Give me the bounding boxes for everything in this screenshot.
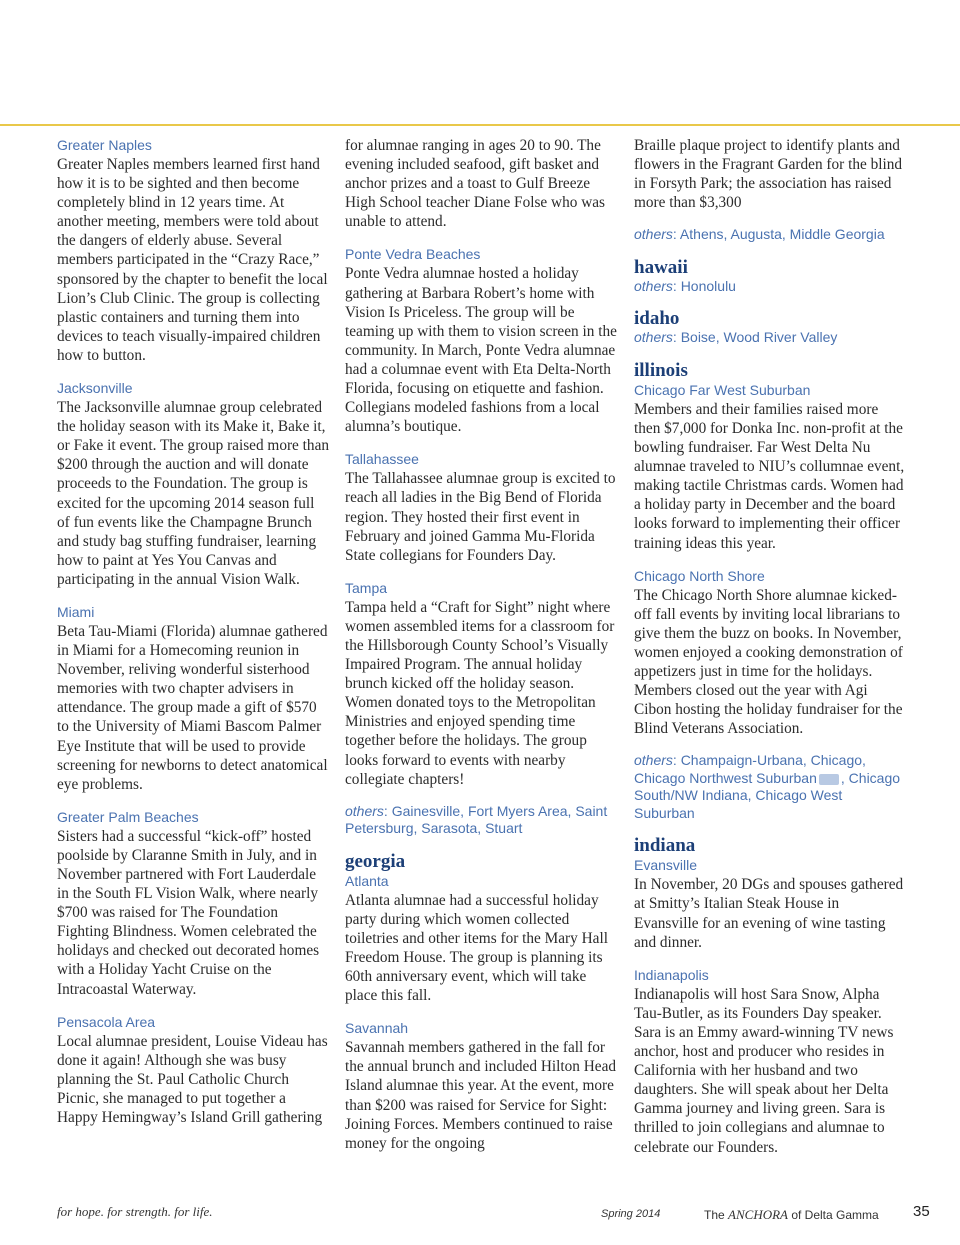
section-tampa-text: Tampa held a “Craft for Sight” night where women assembled items for a classroom for the Hillsborough County School’s Visually Impaired Program. The annual holiday brunch kicked off the holiday season. Women donated toys to the Metropolitan Ministries and enjoyed spending time together before the holidays. The group looks forward to events with nearby collegiate chapters! xyxy=(345,598,615,788)
top-rule xyxy=(0,124,960,126)
georgia-others xyxy=(634,226,906,244)
georgia-others-label: others xyxy=(634,226,673,243)
section-greater-naples-text: Greater Naples members learned first hand how it is to be sighted and then become completely blind in 12 years time. At another meeting, members were told about the dangers of elderly abuse. Several members participated in the “Crazy Race,” sponsored by the chapter to benefit the local Lion’s Club Clinic. The group is collecting plastic containers and turning them into devices to teach visually-impaired children how to button. xyxy=(57,156,328,364)
idaho-others-label: others xyxy=(634,329,673,346)
section-ponte-vedra-text: Ponte Vedra alumnae hosted a holiday gathering at Barbara Robert’s home with Vision Is Priceless. The group will be teaming up with them to vision screen in the community. In March, Ponte Vedra alumnae had a columnae event with Eta Delta-North Florida, focusing on etiquette and fashion. Collegians modeled fashions from a local alumna’s boutique. xyxy=(345,265,617,436)
section-evansville-text: In November, 20 DGs and spouses gathered at Smitty’s Italian Steak House in Evansville for an evening of wine tasting and dinner. xyxy=(634,876,904,951)
column-2 xyxy=(345,136,617,1167)
idaho-others-list: : Boise, Wood River Valley xyxy=(672,329,838,346)
page-number: 35 xyxy=(913,1203,930,1220)
section-miami-text: Beta Tau-Miami (Florida) alumnae gathered in Miami for a Homecoming reunion in November, reliving wonderful sisterhood memories with two chapter advisers in attendance. The group made a gift of $570 to the University of Miami Bascom Palmer Eye Institute that will be used to provide screening for newborns to detect anatomical eye problems. xyxy=(57,622,328,793)
section-indianapolis-text: Indianapolis will host Sara Snow, Alpha Tau-Butler, as its Founders Day speaker. Sara is an Emmy award-winning TV news anchor, host and producer who resides in California with her husband and two daughters. She will speak about her Delta Gamma journey and living green. Sara is thrilled to join collegians and alumnae to celebrate our Founders. xyxy=(634,985,894,1156)
illinois-others-list-a: : Champaign-Urbana, Chicago, Chicago Northwest Suburban xyxy=(634,752,866,786)
illinois-others-list-b: , Chicago South/NW Indiana, Chicago West Suburban xyxy=(634,769,901,821)
section-pensacola-text: Local alumnae president, Louise Videau has done it again! Although she was busy planning the St. Paul Catholic Church Picnic, she managed to put together a Happy Hemingway’s Island Grill gathering xyxy=(57,1032,328,1127)
georgia-others-list: : Athens, Augusta, Middle Georgia xyxy=(672,226,885,243)
section-jacksonville-text: The Jacksonville alumnae group celebrated the holiday season with its Make it, Bake it, or Fake it event. The group raised more than $200 through the auction and will donate proceeds to the Foundation. The group is excited for the upcoming 2014 season full of fun events like the Champagne Brunch and study bag stuffing fundraiser, learning how to paint at Yes You Canvas and participating in the annual Vision Walk. xyxy=(57,399,330,588)
footer-issue-date: Spring 2014 xyxy=(601,1208,661,1220)
section-tallahassee-text: The Tallahassee alumnae group is excited to reach all ladies in the Big Bend of Florida region. They hosted their first event in February and joined Gamma Mu-Florida State collegians for Founders Day. xyxy=(345,470,616,564)
footer-mag-prefix: The xyxy=(704,1208,725,1222)
hawaii-others-label: others xyxy=(634,277,673,294)
section-tampa-title: Tampa xyxy=(345,579,388,596)
section-miami-title: Miami xyxy=(57,603,95,620)
florida-others-list: : Gainesville, Fort Myers Area, Saint Petersburg, Sarasota, Stuart xyxy=(345,802,608,837)
florida-others xyxy=(345,803,617,838)
section-chicago-far-west-text: Members and their families raised more then $7,000 for Donka Inc. non-profit at the bowling fundraiser. Far West Delta Nu alumnae traveled to NIU’s collumnae event, making tactile Christmas cards. Women had a holiday party in December and the board looks forward to implementing their officer training ideas this year. xyxy=(634,400,905,552)
section-ponte-vedra-title: Ponte Vedra Beaches xyxy=(345,246,481,263)
inline-graphic-icon xyxy=(819,774,839,785)
section-greater-palm-beaches-title: Greater Palm Beaches xyxy=(57,808,199,825)
footer-mag-suffix: of Delta Gamma xyxy=(791,1208,879,1222)
section-indianapolis-title: Indianapolis xyxy=(634,966,709,983)
state-heading-idaho: idaho xyxy=(634,308,680,330)
section-pensacola-continued: for alumnae ranging in ages 20 to 90. The evening included seafood, gift basket and anchor prizes and a toast to Gulf Breeze High School teacher Diane Folse who was unable to attend. xyxy=(345,137,605,231)
state-heading-georgia: georgia xyxy=(345,850,406,872)
section-savannah-continued: Braille plaque project to identify plants and flowers in the Fragrant Garden for the blind in Forsyth Park; the association has raised more than $3,300 xyxy=(634,137,903,212)
column-1 xyxy=(57,136,329,1141)
state-heading-hawaii: hawaii xyxy=(634,256,688,278)
idaho-others xyxy=(634,329,906,347)
footer-mag-name: ANCHORA xyxy=(728,1207,788,1222)
section-savannah-title: Savannah xyxy=(345,1020,409,1037)
section-chicago-north-shore-title: Chicago North Shore xyxy=(634,567,765,584)
section-chicago-north-shore-text: The Chicago North Shore alumnae kicked-off fall events by inviting local librarians to give them the buzz on books. In November, women enjoyed a cooking demonstration of appetizers just in time for the holidays. Members closed out the year with Agi Cibon hosting the holiday fundraiser for the Blind Veterans Association. xyxy=(634,586,903,738)
state-heading-illinois: illinois xyxy=(634,359,688,381)
section-savannah-text: Savannah members gathered in the fall for the annual brunch and included Hilton Head Island alumnae this year. At the event, more than $200 was raised for Service for Sight: Joining Forces. Members continued to raise money for the ongoing xyxy=(345,1039,617,1152)
section-evansville-title: Evansville xyxy=(634,857,698,874)
section-greater-naples-title: Greater Naples xyxy=(57,137,152,153)
florida-others-label: others xyxy=(345,802,384,819)
section-chicago-far-west-title: Chicago Far West Suburban xyxy=(634,381,811,398)
state-heading-indiana: indiana xyxy=(634,835,696,857)
illinois-others-label: others xyxy=(634,752,673,769)
footer-tagline: for hope. for strength. for life. xyxy=(57,1204,213,1219)
hawaii-others-list: : Honolulu xyxy=(672,277,736,294)
footer-magazine-title xyxy=(704,1207,879,1223)
section-greater-palm-beaches-text: Sisters had a successful “kick-off” hosted poolside by Claranne Smith in July, and in November partnered with Fort Lauderdale in the South FL Vision Walk, where nearly $700 was raised for The Foundation Fighting Blindness. Women celebrated the holidays and checked out decorated homes with a Holiday Yacht Cruise on the Intracoastal Waterway. xyxy=(57,827,320,998)
section-jacksonville-title: Jacksonville xyxy=(57,380,133,397)
section-tallahassee-title: Tallahassee xyxy=(345,451,419,468)
illinois-others xyxy=(634,752,906,822)
hawaii-others xyxy=(634,278,906,296)
section-atlanta-title: Atlanta xyxy=(345,872,389,889)
column-3 xyxy=(634,136,906,1171)
section-pensacola-title: Pensacola Area xyxy=(57,1013,156,1030)
section-atlanta-text: Atlanta alumnae had a successful holiday party during which women collected toiletries and other items for the Mary Hall Freedom House. The group is planning its 60th anniversary event, which will take place this fall. xyxy=(345,891,608,1005)
